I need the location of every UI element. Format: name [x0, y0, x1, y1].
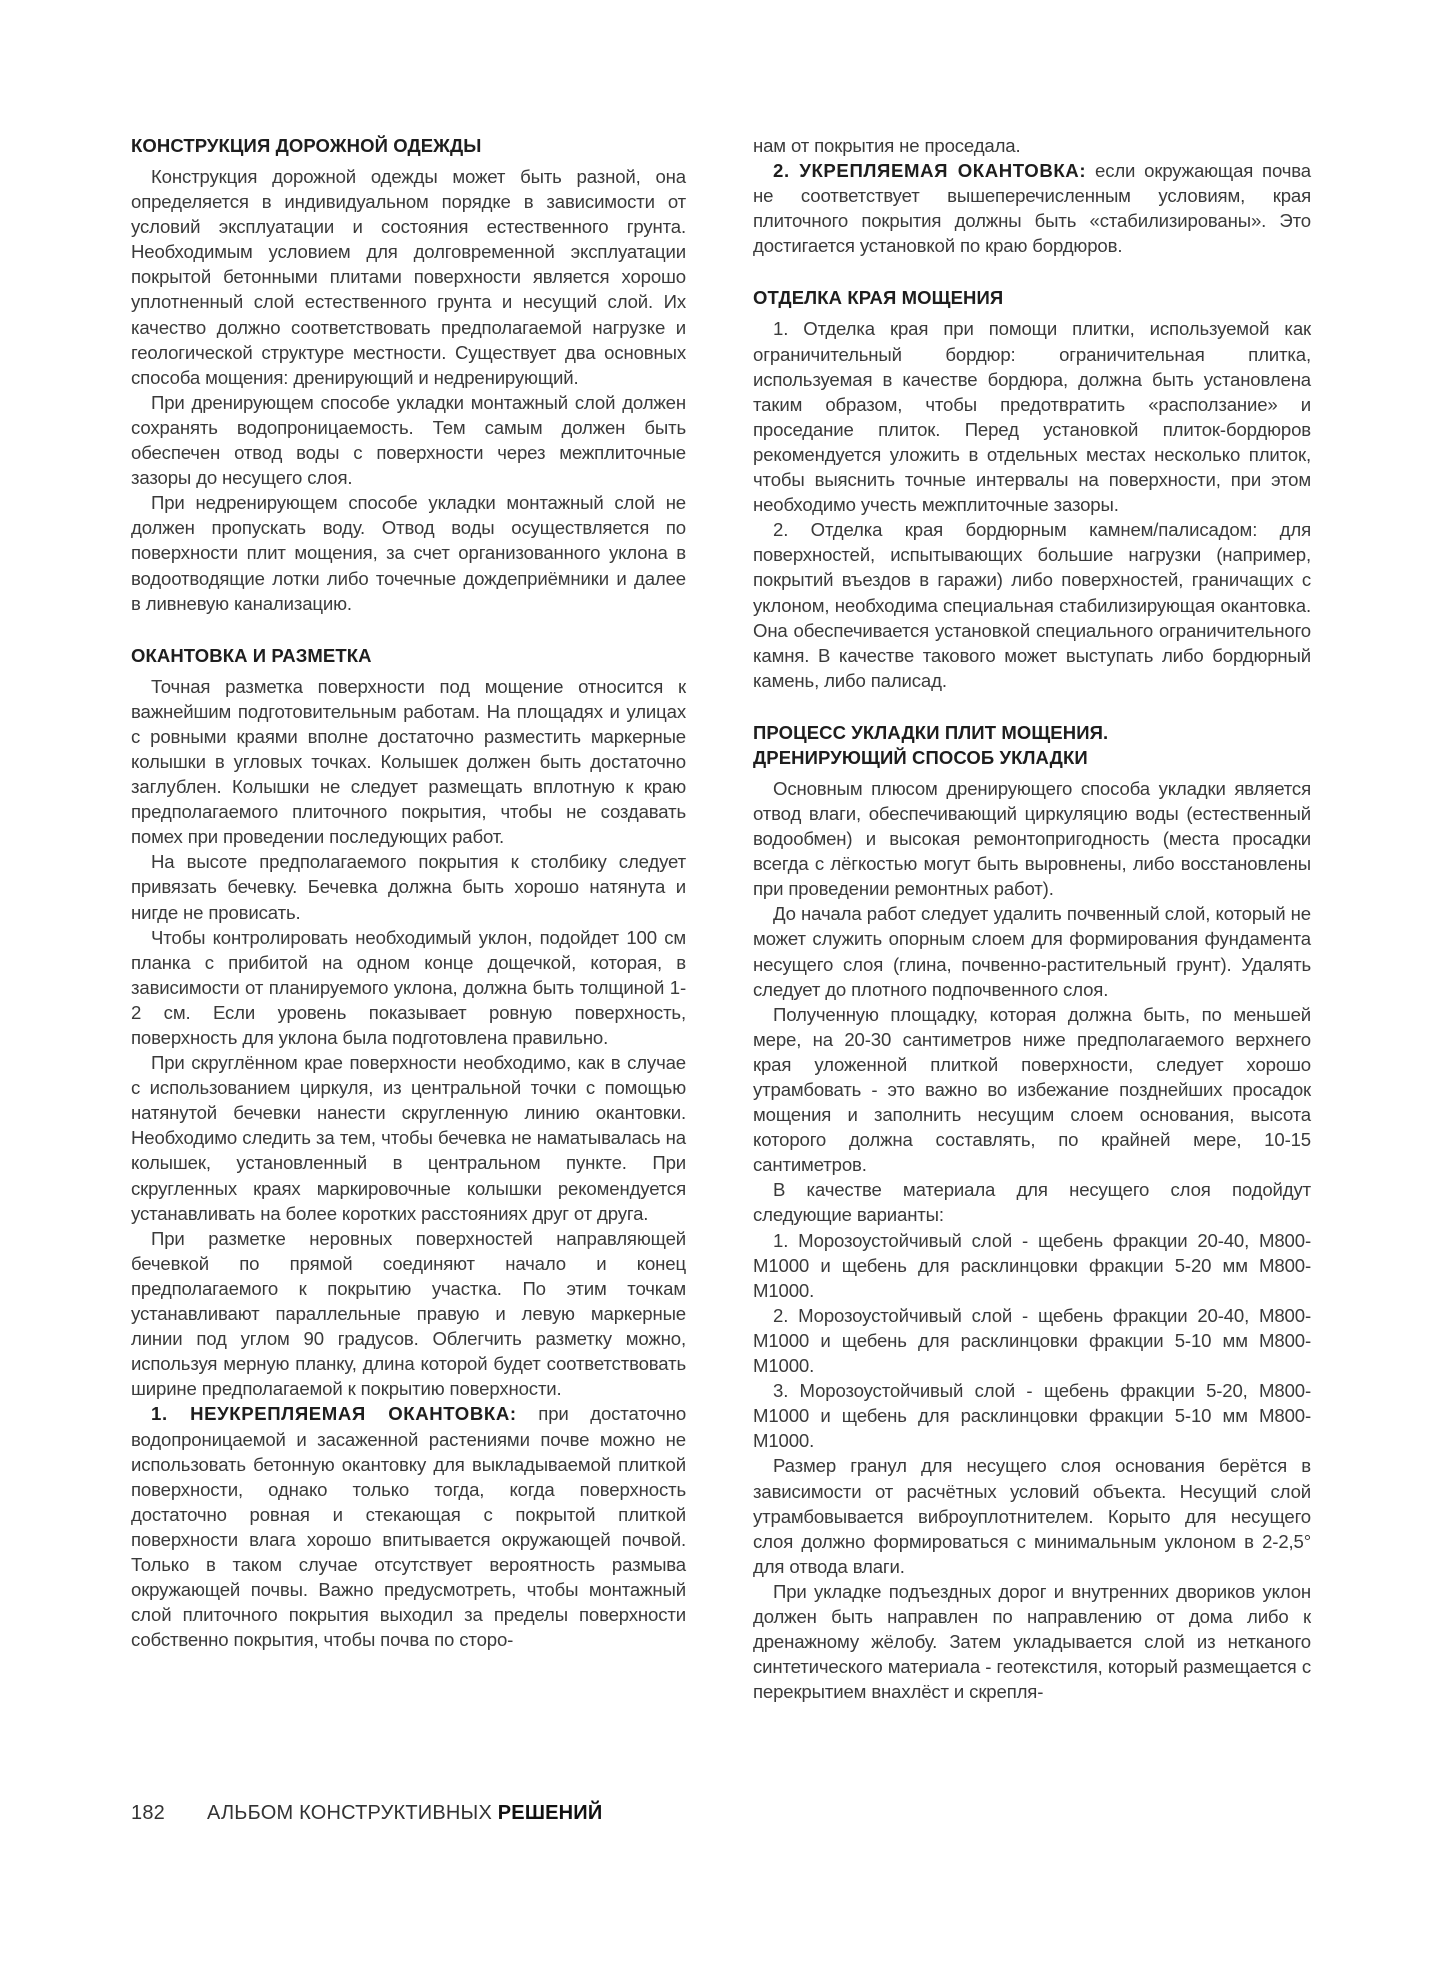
paragraph: 1. Отделка края при помощи плитки, используемой как ограничительный бордюр: ограничительная плитка, используемая в качестве бордюра, должна быть установлена таким образом, чтобы предотвратить «расползание» и проседание плиток. Перед установкой плиток-бордюров рекомендуется уложить в отдельных местах несколько плиток, чтобы выяснить точные интервалы на поверхности, при этом необходимо учесть межплиточные зазоры. — [753, 318, 1311, 516]
paragraph: Точная разметка поверхности под мощение относится к важнейшим подготовительным работам. На площадях и улицах с ровными краями вполне достаточно разместить маркерные колышки в угловых точках. Колышек должен быть достаточно заглублен. Колышки не следует размещать вплотную к краю предполагаемого плиточного покрытия, чтобы не создавать помех при проведении последующих работ. — [131, 675, 686, 848]
paragraph: Конструкция дорожной одежды может быть разной, она определяется в индивидуальном порядке в зависимости от условий эксплуатации и состояния естественного грунта. Необходимым условием для долговременной эксплуатации покрытой бетонными плитами поверхности является хорошо уплотненный слой естественного грунта и несущий слой. Их качество должно соответствовать предполагаемой нагрузке и геологической структуре местности. Существует два основных способа мощения: дренирующий и недренирующий. — [131, 166, 686, 388]
paragraph-text: при достаточно водопроницаемой и засаженной растениями почве можно не использовать бетонную окантовку для выкладываемой плиткой поверхности, однако только тогда, когда поверхность достаточно ровная и стекающая с покрытой плиткой поверхности влага хорошо впитывается окружающей почвой. Только в таком случае отсутствует вероятность размыва окружающей почвы. Важно предусмотреть, чтобы монтажный слой плиточного покрытия выходил за пределы поверхности собственно покрытия, чтобы почва по сторо- — [131, 1403, 687, 1651]
paragraph: Полученную площадку, которая должна быть, по меньшей мере, на 20-30 сантиметров ниже предполагаемого верхнего края уложенной плиткой поверхности, следует хорошо утрамбовать - это важно во избежание позднейших просадок мощения и заполнить несущим слоем основания, высота которого должна составлять, по крайней мере, 10-15 сантиметров. — [753, 1003, 1311, 1176]
paragraph: 2. Отделка края бордюрным камнем/палисадом: для поверхностей, испытывающих большие нагрузки (например, покрытий въездов в гаражи) либо поверхностей, граничащих с уклоном, необходима специальная стабилизирующая окантовка. Она обеспечивается установкой специального ограничительного камня. В качестве такового может выступать либо бордюрный камень, либо палисад. — [753, 519, 1311, 691]
paragraph: Размер гранул для несущего слоя основания берётся в зависимости от расчётных условий объекта. Несущий слой утрамбовывается виброуплотнителем. Корыто для несущего слоя должно формироваться с минимальным уклоном в 2-2,5° для отвода влаги. — [753, 1455, 1311, 1577]
paragraph — [753, 158, 1311, 258]
paragraph-continuation: нам от покрытия не проседала. — [753, 135, 1021, 156]
paragraph: Основным плюсом дренирующего способа укладки является отвод влаги, обеспечивающий циркуляцию воды (естественный водообмен) и высокая ремонтопригодность (места просадки всегда с лёгкостью могут быть выровнены, либо восстановлены при проведении ремонтных работ). — [753, 777, 1311, 900]
bold-lead: 1. НЕУКРЕПЛЯЕМАЯ ОКАНТОВКА: — [151, 1403, 517, 1425]
paragraph: В качестве материала для несущего слоя подойдут следующие варианты: — [753, 1179, 1311, 1226]
section-heading — [753, 720, 1311, 770]
list-item: 3. Морозоустойчивый слой - щебень фракции 5-20, М800-М1000 и щебень для расклинцовки фракции 5-10 мм М800-М1000. — [753, 1380, 1311, 1452]
bold-lead: 2. УКРЕПЛЯЕМАЯ ОКАНТОВКА: — [773, 160, 1087, 182]
paragraph: При дренирующем способе укладки монтажный слой должен сохранять водопроницаемость. Тем самым должен быть обеспечен отвод воды с поверхности через межплиточные зазоры до несущего слоя. — [131, 391, 686, 489]
heading-line: ПРОЦЕСС УКЛАДКИ ПЛИТ МОЩЕНИЯ. — [753, 721, 1109, 743]
paragraph: Чтобы контролировать необходимый уклон, подойдет 100 см планка с прибитой на одном конце дощечкой, которая, в зависимости от планируемого уклона, должна быть толщиной 1-2 см. Если уровень показывает ровную поверхность, поверхность для уклона была подготовлена правильно. — [131, 926, 686, 1048]
page-footer — [131, 1802, 602, 1825]
paragraph-text: если окружающая почва не соответствует вышеперечисленным условиям, края плиточного покрытия должны быть «стабилизированы». Это достигается установкой по краю бордюров. — [753, 160, 1311, 257]
paragraph: До начала работ следует удалить почвенный слой, который не может служить опорным слоем для формирования фундамента несущего слоя (глина, почвенно-растительный грунт). Удалять следует до плотного подпочвенного слоя. — [753, 903, 1311, 1000]
page-number: 182 — [131, 1802, 165, 1824]
paragraph: При разметке неровных поверхностей направляющей бечевкой по прямой соединяют начало и конец предполагаемого к покрытию участка. По этим точкам устанавливают параллельные правую и левую маркерные линии под углом 90 градусов. Облегчить разметку можно, используя мерную планку, длина которой будет соответствовать ширине предполагаемой к покрытию поверхности. — [131, 1227, 686, 1400]
list-item: 1. Морозоустойчивый слой - щебень фракции 20-40, М800-М1000 и щебень для расклинцовки фракции 5-20 мм М800-М1000. — [753, 1229, 1311, 1301]
right-column — [753, 133, 1311, 1704]
footer-title-bold: РЕШЕНИЙ — [497, 1802, 603, 1824]
footer-title: АЛЬБОМ КОНСТРУКТИВНЫХ — [206, 1802, 498, 1824]
section-heading: ОКАНТОВКА И РАЗМЕТКА — [131, 644, 372, 666]
left-column — [131, 133, 686, 1652]
paragraph: При укладке подъездных дорог и внутренних двориков уклон должен быть направлен по направлению от дома либо к дренажному жёлобу. Затем укладывается слой из нетканого синтетического материала - геотекстиля, который размещается с перекрытием внахлёст и скрепля- — [753, 1580, 1311, 1703]
paragraph: При скруглённом крае поверхности необходимо, как в случае с использованием циркуля, из центральной точки с помощью натянутой бечевки нанести скругленную линию окантовки. Необходимо следить за тем, чтобы бечевка не наматывалась на колышек, установленный в центральном пункте. При скругленных краях маркировочные колышки рекомендуется устанавливать на более коротких расстояниях друг от друга. — [131, 1052, 686, 1224]
paragraph: При недренирующем способе укладки монтажный слой не должен пропускать воду. Отвод воды осуществляется по поверхности плит мощения, за счет организованного уклона в водоотводящие лотки либо точечные дождеприёмники и далее в ливневую канализацию. — [131, 492, 686, 614]
paragraph: На высоте предполагаемого покрытия к столбику следует привязать бечевку. Бечевка должна быть хорошо натянута и нигде не провисать. — [131, 851, 686, 923]
section-heading: КОНСТРУКЦИЯ ДОРОЖНОЙ ОДЕЖДЫ — [131, 135, 482, 156]
list-item: 2. Морозоустойчивый слой - щебень фракции 20-40, М800-М1000 и щебень для расклинцовки фракции 5-10 мм М800-М1000. — [753, 1304, 1311, 1377]
heading-line: ДРЕНИРУЮЩИЙ СПОСОБ УКЛАДКИ — [753, 746, 1088, 768]
section-heading: ОТДЕЛКА КРАЯ МОЩЕНИЯ — [753, 287, 1004, 309]
paragraph — [131, 1401, 686, 1652]
